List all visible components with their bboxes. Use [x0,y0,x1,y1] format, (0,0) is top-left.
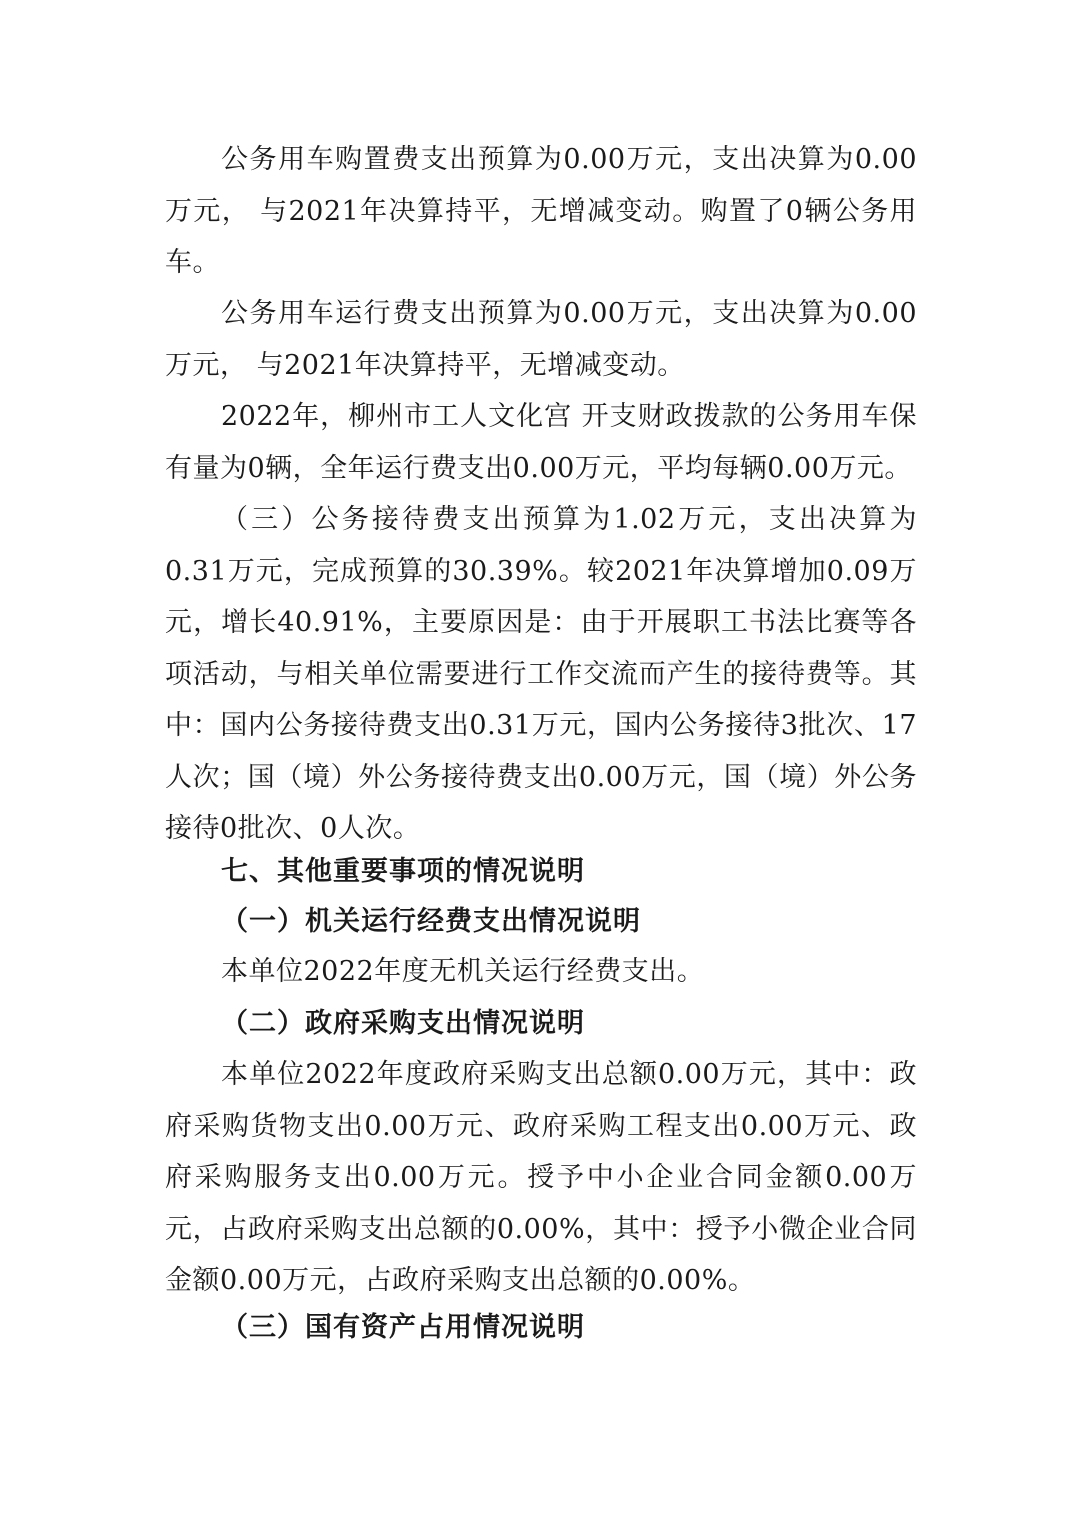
subheading-state-assets: （三）国有资产占用情况说明 [221,1312,585,1343]
subheading-operating-expense: （一）机关运行经费支出情况说明 [221,906,641,937]
subheading-procurement: （二）政府采购支出情况说明 [221,1008,585,1039]
paragraph-operating-expense: 本单位2022年度无机关运行经费支出。 [221,956,705,987]
paragraph-vehicle-purchase: 公务用车购置费支出预算为0.00万元，支出决算为0.00万元， 与2021年决算持平，无增减变动。购置了0辆公务用车。 [165,144,917,278]
paragraph-vehicle-operation: 公务用车运行费支出预算为0.00万元，支出决算为0.00万元， 与2021年决算持平，无增减变动。 [165,298,917,381]
paragraph-reception-expense: （三）公务接待费支出预算为1.02万元，支出决算为0.31万元，完成预算的30.39%。较2021年决算增加0.09万元，增长40.91%，主要原因是：由于开展职工书法比赛等各项活动，与相关单位需要进行工作交流而产生的接待费等。其中：国内公务接待费支出0.31万元，国内公务接待3批次、17人次；国（境）外公务接待费支出0.00万元，国（境）外公务接待0批次、0人次。 [165,504,917,844]
paragraph-procurement: 本单位2022年度政府采购支出总额0.00万元，其中：政府采购货物支出0.00万元、政府采购工程支出0.00万元、政府采购服务支出0.00万元。授予中小企业合同金额0.00万元，占政府采购支出总额的0.00%，其中：授予小微企业合同金额0.00万元，占政府采购支出总额的0.00%。 [165,1059,917,1296]
paragraph-vehicle-count: 2022年，柳州市工人文化宫 开支财政拨款的公务用车保有量为0辆，全年运行费支出0.00万元，平均每辆0.00万元。 [165,401,917,484]
section-heading-other-matters: 七、其他重要事项的情况说明 [221,856,585,887]
